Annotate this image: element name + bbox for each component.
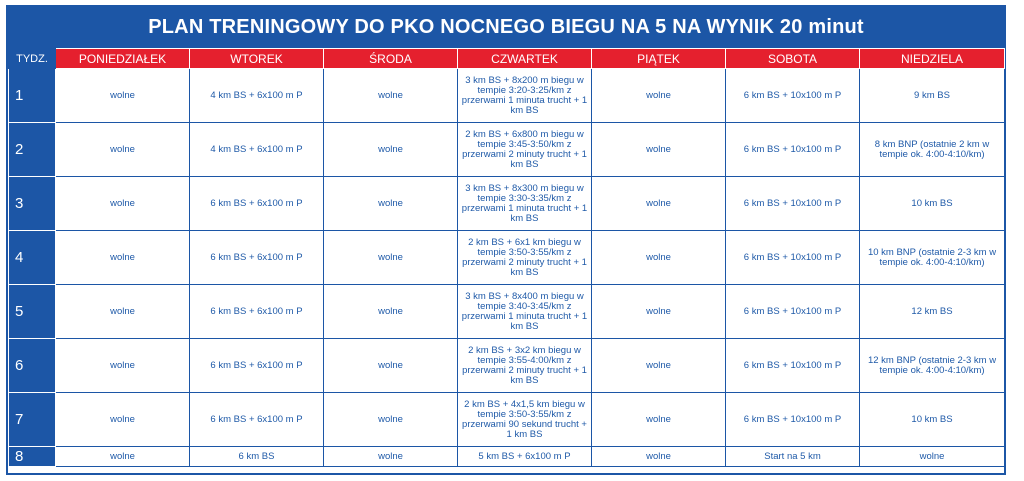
- table-row: [9, 339, 1005, 393]
- header-wednesday: ŚRODA: [324, 49, 458, 69]
- cell-tuesday: 6 km BS: [190, 447, 324, 467]
- header-row: [9, 49, 1005, 69]
- cell-thursday: 3 km BS + 8x200 m biegu w tempie 3:20-3:25/km z przerwami 1 minuta trucht + 1 km BS: [458, 69, 592, 123]
- week-number: 6: [9, 339, 56, 393]
- cell-wednesday: wolne: [324, 285, 458, 339]
- table-row: [9, 393, 1005, 447]
- cell-monday: wolne: [56, 339, 190, 393]
- table-row: [9, 177, 1005, 231]
- cell-saturday: 6 km BS + 10x100 m P: [726, 393, 860, 447]
- cell-thursday: 3 km BS + 8x400 m biegu w tempie 3:40-3:45/km z przerwami 1 minuta trucht + 1 km BS: [458, 285, 592, 339]
- cell-saturday: 6 km BS + 10x100 m P: [726, 123, 860, 177]
- cell-sunday: 9 km BS: [860, 69, 1005, 123]
- cell-sunday: 8 km BNP (ostatnie 2 km w tempie ok. 4:00-4:10/km): [860, 123, 1005, 177]
- cell-friday: wolne: [592, 231, 726, 285]
- cell-friday: wolne: [592, 447, 726, 467]
- cell-sunday: 12 km BNP (ostatnie 2-3 km w tempie ok. 4:00-4:10/km): [860, 339, 1005, 393]
- cell-monday: wolne: [56, 123, 190, 177]
- week-number: 2: [9, 123, 56, 177]
- cell-friday: wolne: [592, 69, 726, 123]
- cell-wednesday: wolne: [324, 447, 458, 467]
- cell-saturday: 6 km BS + 10x100 m P: [726, 69, 860, 123]
- cell-wednesday: wolne: [324, 123, 458, 177]
- header-monday: PONIEDZIAŁEK: [56, 49, 190, 69]
- cell-sunday: wolne: [860, 447, 1005, 467]
- training-plan-frame: [6, 5, 1006, 475]
- cell-tuesday: 6 km BS + 6x100 m P: [190, 177, 324, 231]
- cell-saturday: 6 km BS + 10x100 m P: [726, 339, 860, 393]
- table-row: [9, 231, 1005, 285]
- cell-saturday: 6 km BS + 10x100 m P: [726, 177, 860, 231]
- cell-tuesday: 6 km BS + 6x100 m P: [190, 285, 324, 339]
- cell-thursday: 2 km BS + 4x1,5 km biegu w tempie 3:50-3:55/km z przerwami 90 sekund trucht + 1 km BS: [458, 393, 592, 447]
- cell-thursday: 2 km BS + 3x2 km biegu w tempie 3:55-4:00/km z przerwami 2 minuty trucht + 1 km BS: [458, 339, 592, 393]
- week-number: 8: [9, 447, 56, 467]
- header-week: TYDZ.: [9, 49, 56, 69]
- cell-monday: wolne: [56, 447, 190, 467]
- cell-thursday: 2 km BS + 6x800 m biegu w tempie 3:45-3:50/km z przerwami 2 minuty trucht + 1 km BS: [458, 123, 592, 177]
- cell-friday: wolne: [592, 393, 726, 447]
- table-row: [9, 69, 1005, 123]
- cell-wednesday: wolne: [324, 339, 458, 393]
- cell-tuesday: 4 km BS + 6x100 m P: [190, 69, 324, 123]
- week-number: 3: [9, 177, 56, 231]
- cell-friday: wolne: [592, 123, 726, 177]
- cell-sunday: 10 km BNP (ostatnie 2-3 km w tempie ok. 4:00-4:10/km): [860, 231, 1005, 285]
- cell-sunday: 12 km BS: [860, 285, 1005, 339]
- cell-sunday: 10 km BS: [860, 393, 1005, 447]
- cell-friday: wolne: [592, 177, 726, 231]
- cell-wednesday: wolne: [324, 393, 458, 447]
- cell-wednesday: wolne: [324, 231, 458, 285]
- table-row: [9, 285, 1005, 339]
- week-number: 1: [9, 69, 56, 123]
- header-thursday: CZWARTEK: [458, 49, 592, 69]
- cell-wednesday: wolne: [324, 177, 458, 231]
- header-tuesday: WTOREK: [190, 49, 324, 69]
- week-number: 7: [9, 393, 56, 447]
- cell-saturday: Start na 5 km: [726, 447, 860, 467]
- table-row: [9, 123, 1005, 177]
- table-row: [9, 447, 1005, 467]
- cell-tuesday: 6 km BS + 6x100 m P: [190, 231, 324, 285]
- cell-tuesday: 6 km BS + 6x100 m P: [190, 339, 324, 393]
- cell-monday: wolne: [56, 231, 190, 285]
- cell-tuesday: 6 km BS + 6x100 m P: [190, 393, 324, 447]
- cell-saturday: 6 km BS + 10x100 m P: [726, 285, 860, 339]
- cell-friday: wolne: [592, 339, 726, 393]
- cell-sunday: 10 km BS: [860, 177, 1005, 231]
- cell-thursday: 2 km BS + 6x1 km biegu w tempie 3:50-3:55/km z przerwami 2 minuty trucht + 1 km BS: [458, 231, 592, 285]
- header-sunday: NIEDZIELA: [860, 49, 1005, 69]
- cell-saturday: 6 km BS + 10x100 m P: [726, 231, 860, 285]
- cell-tuesday: 4 km BS + 6x100 m P: [190, 123, 324, 177]
- cell-thursday: 5 km BS + 6x100 m P: [458, 447, 592, 467]
- cell-wednesday: wolne: [324, 69, 458, 123]
- header-saturday: SOBOTA: [726, 49, 860, 69]
- page-title: PLAN TRENINGOWY DO PKO NOCNEGO BIEGU NA 5 NA WYNIK 20 minut: [8, 7, 1004, 48]
- week-number: 5: [9, 285, 56, 339]
- week-number: 4: [9, 231, 56, 285]
- cell-thursday: 3 km BS + 8x300 m biegu w tempie 3:30-3:35/km z przerwami 1 minuta trucht + 1 km BS: [458, 177, 592, 231]
- cell-monday: wolne: [56, 285, 190, 339]
- cell-monday: wolne: [56, 177, 190, 231]
- cell-friday: wolne: [592, 285, 726, 339]
- cell-monday: wolne: [56, 393, 190, 447]
- cell-monday: wolne: [56, 69, 190, 123]
- training-plan-table: [8, 48, 1005, 467]
- header-friday: PIĄTEK: [592, 49, 726, 69]
